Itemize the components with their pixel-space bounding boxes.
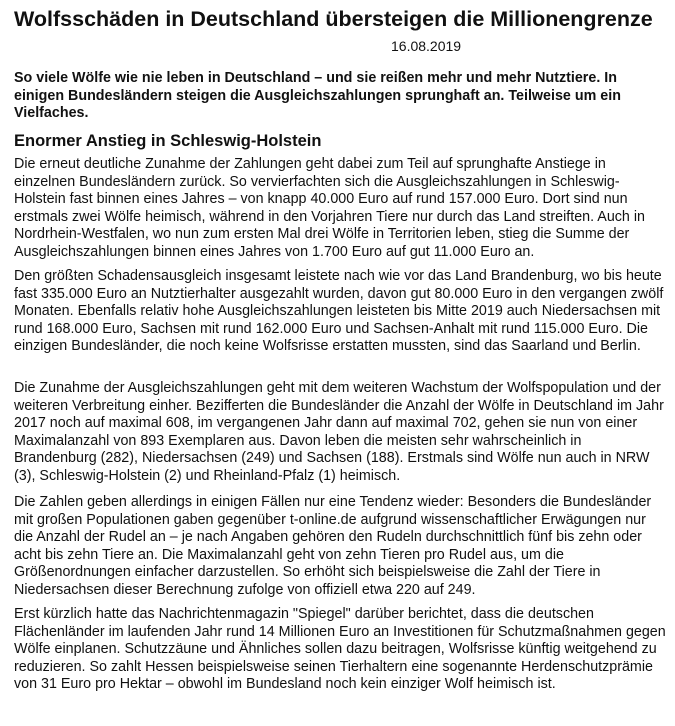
article-lead: So viele Wölfe wie nie leben in Deutschland – und sie reißen mehr und mehr Nutztiere. In einigen Bundesländern steigen die Ausgleichszahlungen sprunghaft an. Teilweise um ein Vielfaches. [14,70,621,121]
article-date: 16.08.2019 [391,38,462,54]
article-paragraph: Die Zahlen geben allerdings in einigen Fällen nur eine Tendenz wieder: Besonders die Bundesländer mit großen Populationen gaben gegenüber t-online.de aufgrund wissenschaftlicher Erwägungen nur die Anzahl der Rudel an – je nach Angaben gehören den Rudeln durchschnittlich fünf bis zehn oder acht bis zehn Tiere an. Die Maximalanzahl geht von zehn Tieren pro Rudel aus, um die Größenordnungen einfacher darzustellen. So erhöht sich beispielsweise die Zahl der Tiere in Niedersachsen dieser Berechnung zufolge von offiziell etwa 220 auf 249. [14,494,652,598]
article-paragraph: Erst kürzlich hatte das Nachrichtenmagazin "Spiegel" darüber berichtet, dass die deutschen Flächenländer im laufenden Jahr rund 14 Millionen Euro an Investitionen für Schutzmaßnahmen gegen Wölfe einplanen. Schutzzäune und Ähnliches sollen dazu beitragen, Wolfsrisse künftig weitgehend zu reduzieren. So zahlt Hessen beispielsweise seinen Tierhaltern eine sogenannte Herdenschutzprämie von 31 Euro pro Hektar – obwohl im Bundesland noch kein einziger Wolf heimisch ist. [14,606,666,692]
article-subheading: Enormer Anstieg in Schleswig-Holstein [14,132,322,150]
article-header [14,6,654,32]
article-paragraph: Den größten Schadensausgleich insgesamt leistete nach wie vor das Land Brandenburg, wo bis heute fast 335.000 Euro an Nutztierhalter ausgezahlt wurden, davon gut 80.000 Euro in den vergangen zwölf Monaten. Ebenfalls relativ hohe Ausgleichszahlungen leisteten bis Mitte 2019 auch Niedersachsen mit rund 168.000 Euro, Sachsen mit rund 162.000 Euro und Sachsen-Anhalt mit rund 115.000 Euro. Die einzigen Bundesländer, die noch keine Wolfsrisse erstatten mussten, sind das Saarland und Berlin. [14,268,664,354]
article-title: Wolfsschäden in Deutschland übersteigen die Millionengrenze [14,7,653,31]
article-paragraph: Die Zunahme der Ausgleichszahlungen geht mit dem weiteren Wachstum der Wolfspopulation und der weiteren Verbreitung einher. Bezifferten die Bundesländer die Anzahl der Wölfe in Deutschland im Jahr 2017 noch auf maximal 608, im vergangenen Jahr dann auf maximal 702, gehen sie nun von einer Maximalanzahl von 893 Exemplaren aus. Davon leben die meisten sehr wahrscheinlich in Brandenburg (282), Niedersachsen (249) und Sachsen (188). Erstmals sind Wölfe nun auch in NRW (3), Schleswig-Holstein (2) und Rheinland-Pfalz (1) heimisch. [14,380,664,484]
article-paragraph: Die erneut deutliche Zunahme der Zahlungen geht dabei zum Teil auf sprunghafte Anstiege in einzelnen Bundesländern zurück. So vervierfachten sich die Ausgleichszahlungen in Schleswig-Holstein fast binnen eines Jahres – von knapp 40.000 Euro auf rund 157.000 Euro. Dort sind nun erstmals zwei Wölfe heimisch, während in den Vorjahren Tiere nur durch das Land streiften. Auch in Nordrhein-Westfalen, wo nun zum ersten Mal drei Wölfe in Territorien leben, stieg die Summe der Ausgleichszahlungen binnen eines Jahres von 1.700 Euro auf gut 11.000 Euro an. [14,156,645,260]
